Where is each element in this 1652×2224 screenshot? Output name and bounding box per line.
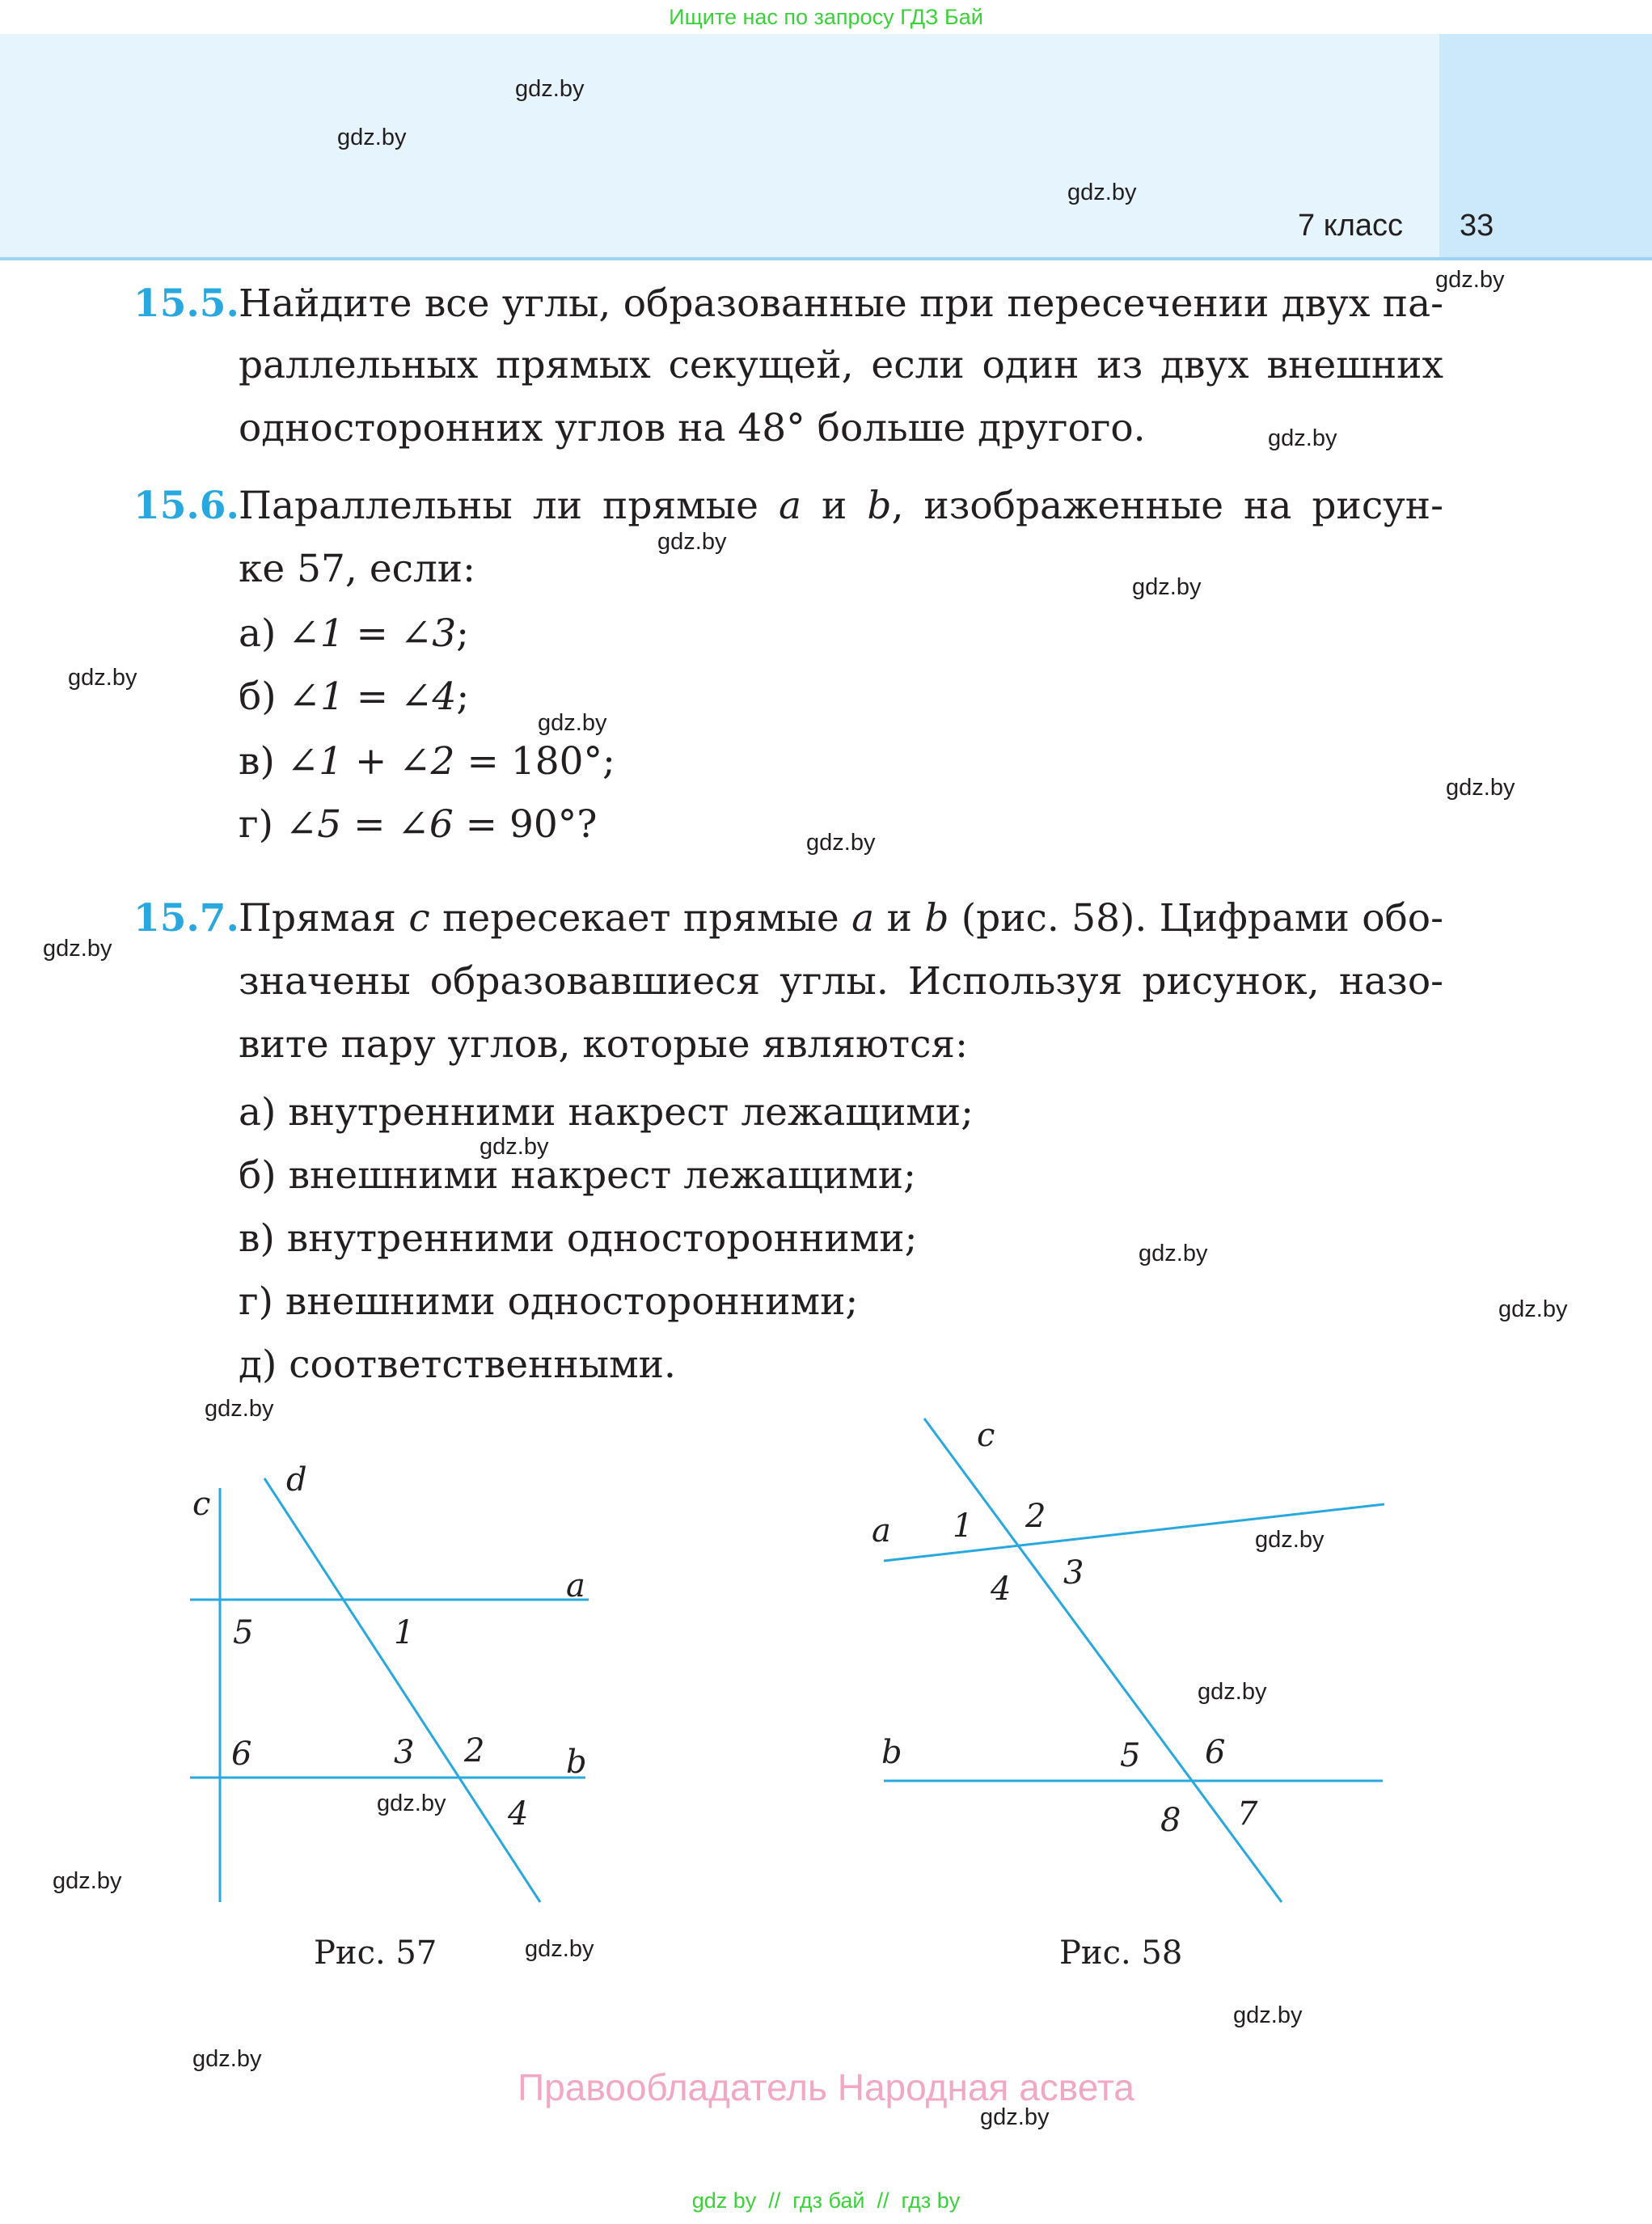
fig57-label-d: d: [286, 1461, 307, 1499]
watermark: gdz.by: [377, 1791, 446, 1816]
fig57-line-d: [264, 1478, 540, 1902]
watermark: gdz.by: [657, 529, 727, 555]
problem-15-6-item-a: а) ∠1 = ∠3;: [239, 611, 469, 656]
fig58-caption: Рис. 58: [1059, 1934, 1183, 1972]
watermark: gdz.by: [1498, 1296, 1568, 1322]
problem-15-6-item-c: в) ∠1 + ∠2 = 180°;: [239, 739, 615, 784]
fig57-angle-1: 1: [394, 1614, 415, 1651]
problem-15-7-item-b: б) внешними накрест лежащими;: [239, 1153, 916, 1198]
problem-15-7-item-e: д) соответственными.: [239, 1342, 676, 1387]
watermark: gdz.by: [43, 936, 112, 962]
rights-holder: Правообладатель Народная асвета: [518, 2066, 1134, 2108]
fig58-angle-7: 7: [1237, 1795, 1258, 1833]
fig58-label-c: c: [977, 1417, 995, 1454]
fig57-angle-6: 6: [231, 1736, 252, 1773]
fig57-caption: Рис. 57: [314, 1934, 437, 1972]
problem-15-5-line-1: Найдите все углы, образованные при пересечении двух па-: [239, 281, 1443, 326]
watermark: gdz.by: [1132, 574, 1202, 600]
watermark: gdz.by: [806, 830, 876, 856]
fig57-angle-4: 4: [508, 1795, 529, 1833]
problem-15-7-line-1: Прямая c пересекает прямые a и b (рис. 58). Цифрами обо-: [239, 896, 1443, 941]
page-number: 33: [1460, 209, 1494, 243]
fig58-angle-5: 5: [1120, 1737, 1141, 1774]
fig58-angle-4: 4: [991, 1571, 1012, 1608]
watermark: gdz.by: [68, 665, 137, 691]
watermark: gdz.by: [1268, 425, 1337, 451]
watermark: gdz.by: [1255, 1527, 1325, 1553]
top-banner: Ищите нас по запросу ГДЗ Бай: [669, 5, 983, 29]
problem-number-15-7: 15.7.: [133, 896, 239, 941]
problem-15-6-item-d: г) ∠5 = ∠6 = 90°?: [239, 802, 598, 847]
problem-15-5-line-3: односторонних углов на 48° больше другого.: [239, 406, 1146, 450]
fig57-angle-5: 5: [233, 1614, 254, 1651]
fig58-angle-3: 3: [1063, 1554, 1084, 1592]
figure-58: [884, 1419, 1384, 1902]
footer-links[interactable]: gdz by // гдз бай // гдз by: [691, 2188, 961, 2213]
problem-15-6-line-2: ке 57, если:: [239, 547, 475, 591]
problem-15-7-item-d: г) внешними односторонними;: [239, 1279, 859, 1324]
watermark: gdz.by: [1067, 180, 1137, 205]
problem-15-7-line-2: значены образовавшиеся углы. Используя рисунок, назо-: [239, 959, 1443, 1004]
fig58-angle-2: 2: [1025, 1498, 1046, 1535]
watermark: gdz.by: [525, 1936, 594, 1962]
problem-number-15-6: 15.6.: [133, 484, 239, 528]
problem-15-6-line-1: Параллельны ли прямые a и b, изображенные на рисун-: [239, 484, 1443, 528]
problem-15-5-line-2: раллельных прямых секущей, если один из двух внешних: [239, 343, 1443, 387]
watermark: gdz.by: [1435, 267, 1505, 293]
fig58-line-c: [924, 1419, 1282, 1902]
fig57-label-b: b: [566, 1744, 587, 1781]
problem-15-7-item-c: в) внутренними односторонними;: [239, 1216, 918, 1261]
problem-number-15-5: 15.5.: [133, 281, 239, 326]
watermark: gdz.by: [337, 125, 407, 150]
watermark: gdz.by: [1198, 1679, 1267, 1705]
problem-15-7-line-3: вите пару углов, которые являются:: [239, 1022, 968, 1067]
fig58-label-b: b: [881, 1734, 902, 1771]
fig58-angle-6: 6: [1205, 1734, 1226, 1771]
watermark: gdz.by: [1233, 2002, 1303, 2028]
watermark: gdz.by: [980, 2104, 1050, 2130]
fig57-angle-2: 2: [464, 1732, 485, 1769]
problem-15-6-item-b: б) ∠1 = ∠4;: [239, 674, 470, 719]
watermark: gdz.by: [538, 710, 607, 736]
watermark: gdz.by: [515, 76, 585, 102]
fig58-angle-8: 8: [1160, 1802, 1181, 1839]
fig58-angle-1: 1: [953, 1507, 974, 1545]
watermark: gdz.by: [1446, 775, 1515, 801]
watermark: gdz.by: [480, 1134, 549, 1160]
fig58-label-a: a: [872, 1512, 891, 1550]
problem-15-7-item-a: а) внутренними накрест лежащими;: [239, 1090, 974, 1135]
watermark: gdz.by: [53, 1868, 122, 1894]
fig57-angle-3: 3: [394, 1734, 415, 1771]
figure-57: [190, 1478, 589, 1902]
grade-label: 7 класс: [1298, 209, 1404, 243]
watermark: gdz.by: [205, 1396, 274, 1422]
fig57-label-c: c: [192, 1486, 211, 1523]
watermark: gdz.by: [192, 2046, 262, 2072]
fig57-label-a: a: [566, 1567, 585, 1605]
watermark: gdz.by: [1139, 1241, 1208, 1266]
